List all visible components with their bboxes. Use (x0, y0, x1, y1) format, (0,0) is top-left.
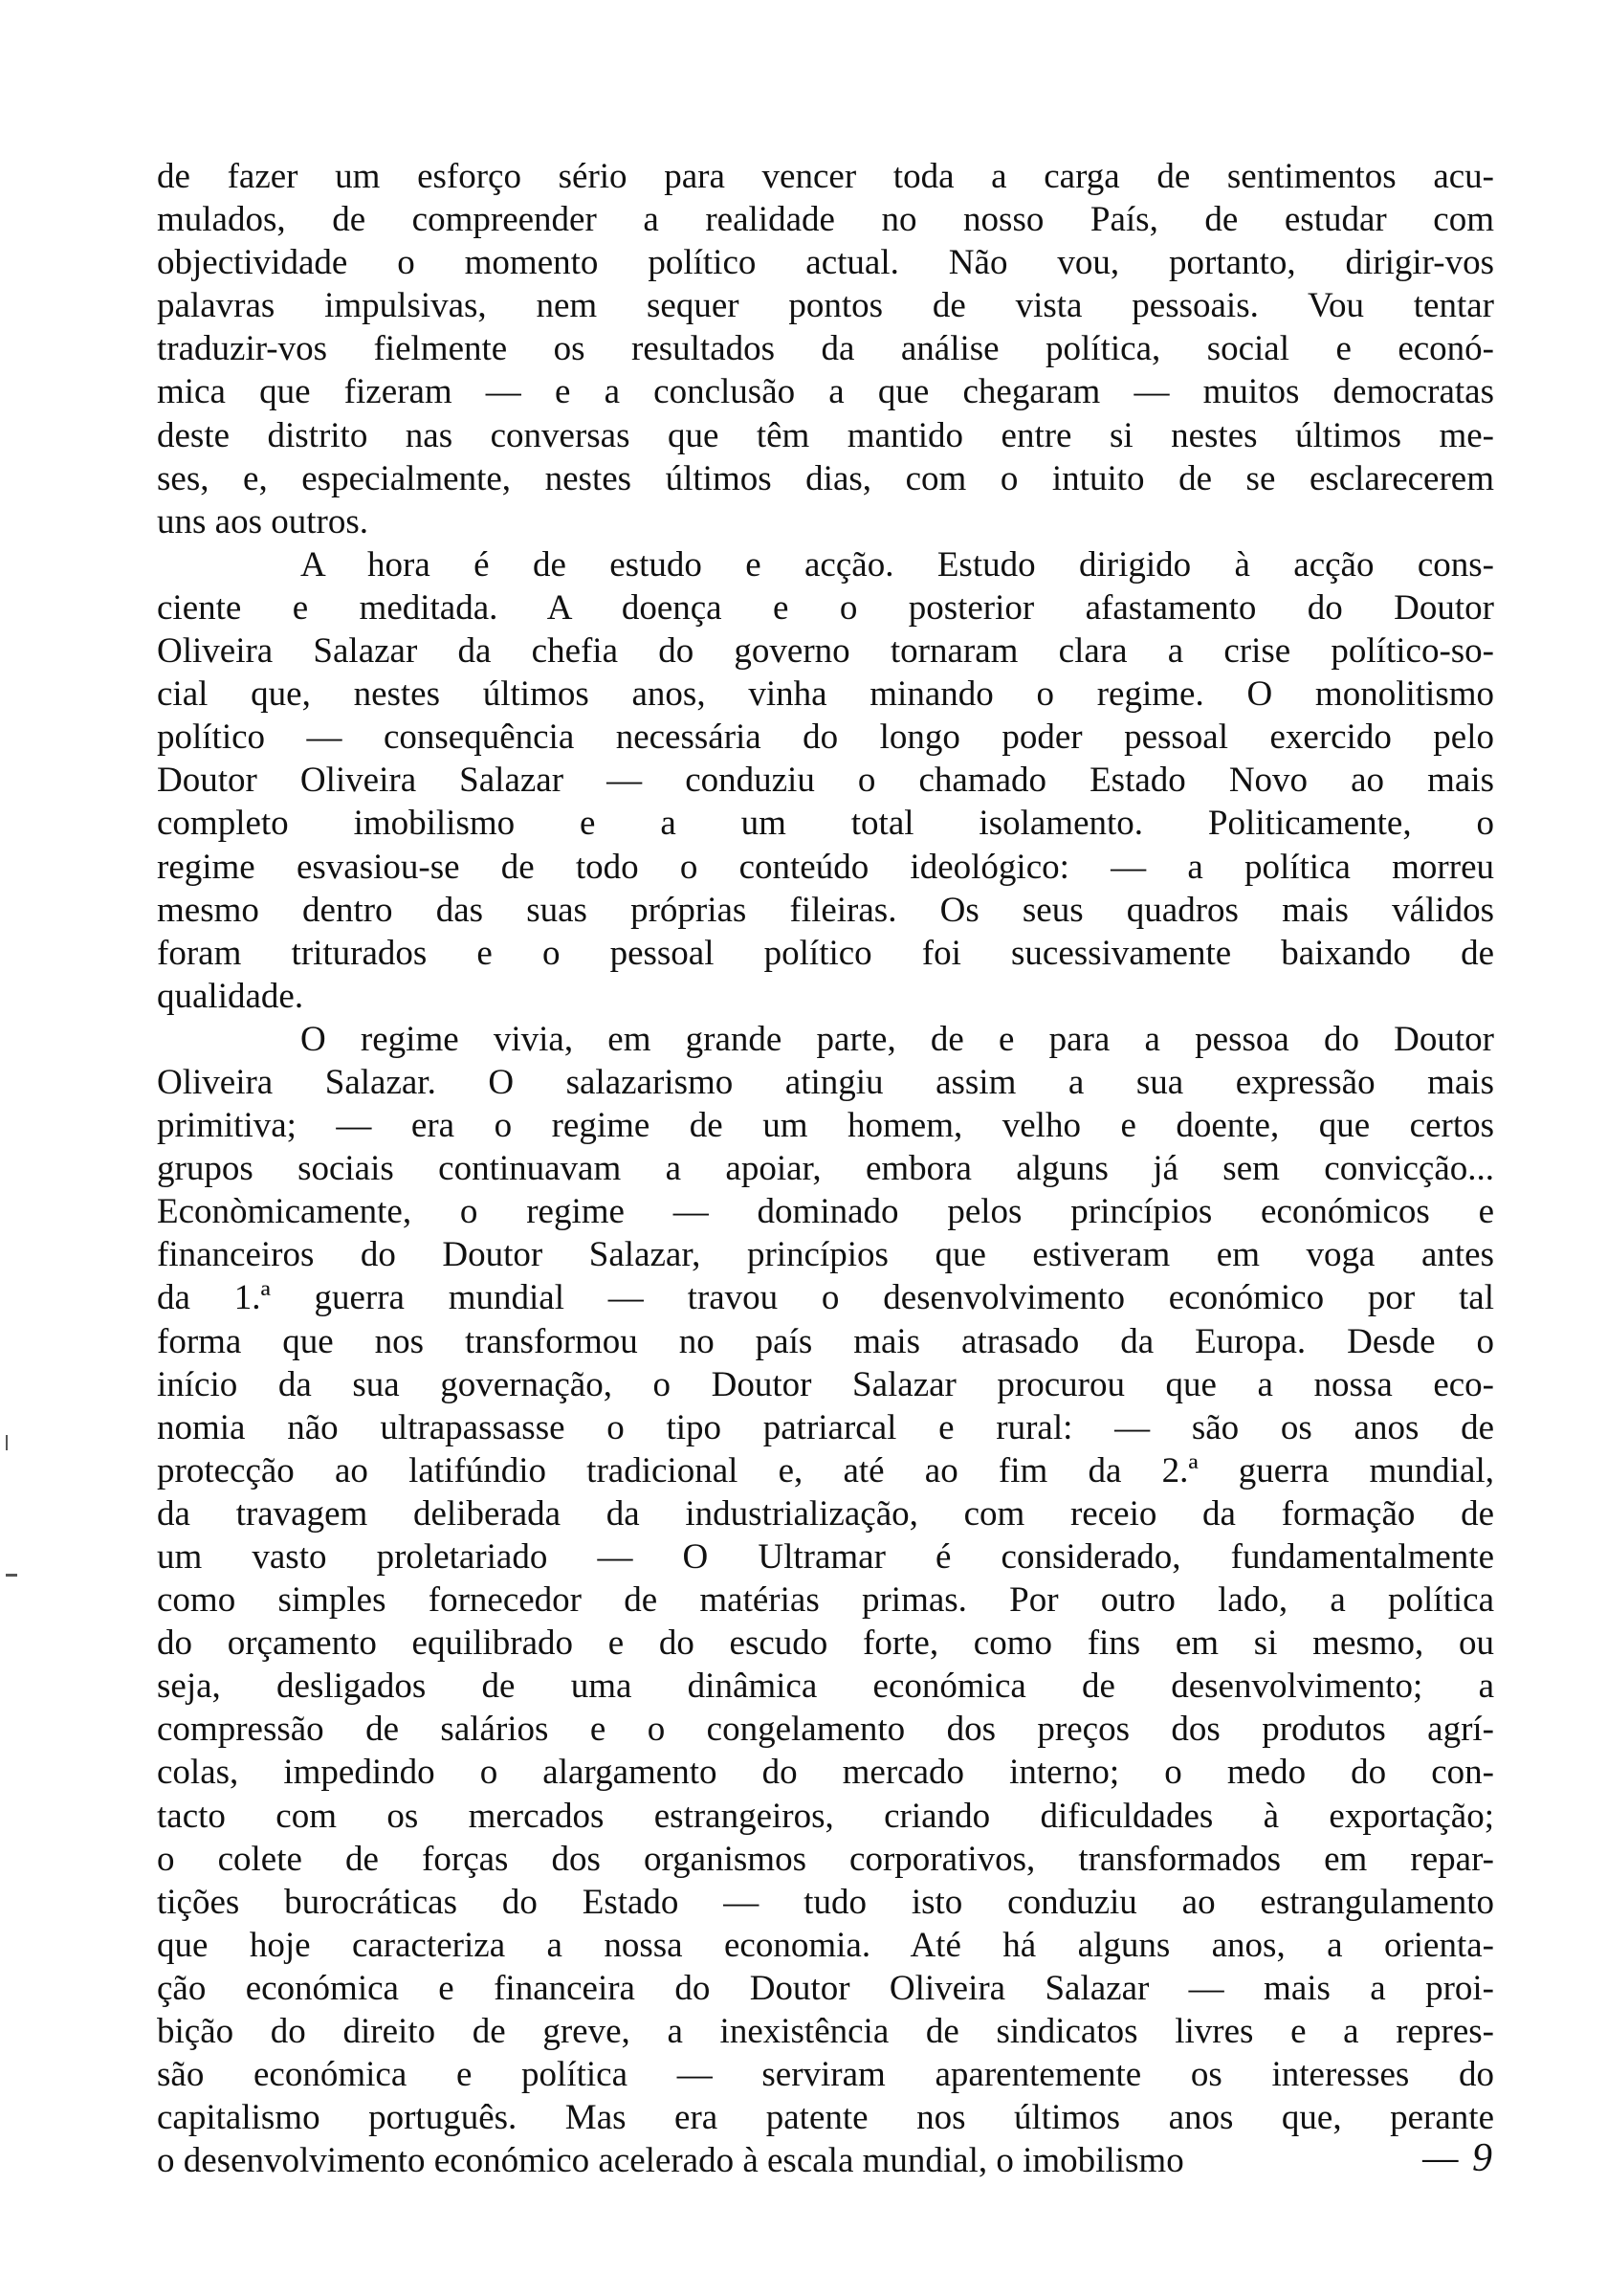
text-line: político — consequência necessária do longo poder pessoal exercido pelo (157, 718, 1494, 758)
text-line: ção económica e financeira do Doutor Oliveira Salazar — mais a proi- (157, 1968, 1494, 2008)
text-line: de fazer um esforço sério para vencer toda a carga de sentimentos acu- (157, 157, 1494, 196)
text-line: compressão de salários e o congelamento dos preços dos produtos agrí- (157, 1710, 1494, 1750)
text-line: são económica e política — serviram aparentemente os interesses do (157, 2055, 1494, 2095)
text-line: qualidade. (157, 976, 304, 1016)
text-line: mulados, de compreender a realidade no nosso País, de estudar com (157, 200, 1494, 240)
text-line: bição do direito de greve, a inexistência de sindicatos livres e a repres- (157, 2012, 1494, 2052)
text-line: colas, impedindo o alargamento do mercado interno; o medo do con- (157, 1753, 1494, 1793)
text-line: como simples fornecedor de matérias primas. Por outro lado, a política (157, 1580, 1494, 1621)
text-line: Doutor Oliveira Salazar — conduziu o chamado Estado Novo ao mais (157, 761, 1494, 801)
text-line: nomia não ultrapassasse o tipo patriarcal e rural: — são os anos de (157, 1407, 1494, 1447)
text-line: uns aos outros. (157, 501, 368, 541)
text-line: completo imobilismo e a um total isolamento. Politicamente, o (157, 804, 1494, 844)
text-line: o colete de forças dos organismos corporativos, transformados em repar- (157, 1839, 1494, 1879)
text-line: objectividade o momento político actual. Não vou, portanto, dirigir-vos (157, 243, 1494, 283)
text-line: A hora é de estudo e acção. Estudo dirigido à acção cons- (300, 544, 1494, 585)
text-line: Oliveira Salazar da chefia do governo tornaram clara a crise político-so- (157, 631, 1494, 672)
text-line: da travagem deliberada da industrialização, com receio da formação de (157, 1493, 1494, 1534)
text-line: traduzir-vos fielmente os resultados da análise política, social e econó- (157, 329, 1494, 369)
text-line: capitalismo português. Mas era patente nos últimos anos que, perante (157, 2098, 1494, 2138)
paragraph (157, 1018, 1494, 2183)
text-line: palavras impulsivas, nem sequer pontos de vista pessoais. Vou tentar (157, 286, 1494, 326)
text-line: mica que fizeram — e a conclusão a que chegaram — muitos democratas (157, 372, 1494, 412)
paragraph (157, 155, 1494, 543)
text-line: O regime vivia, em grande parte, de e para a pessoa do Doutor (300, 1019, 1494, 1059)
text-line: do orçamento equilibrado e do escudo forte, como fins em si mesmo, ou (157, 1623, 1494, 1664)
text-line: protecção ao latifúndio tradicional e, até ao fim da 2.ª guerra mundial, (157, 1450, 1494, 1490)
text-line: Oliveira Salazar. O salazarismo atingiu assim a sua expressão mais (157, 1062, 1494, 1102)
text-line: que hoje caracteriza a nossa economia. Até há alguns anos, a orienta- (157, 1925, 1494, 1965)
text-line: um vasto proletariado — O Ultramar é considerado, fundamentalmente (157, 1537, 1494, 1577)
text-line: seja, desligados de uma dinâmica económica de desenvolvimento; a (157, 1667, 1494, 1707)
page-number: — 9 (1422, 2136, 1494, 2180)
text-line: ses, e, especialmente, nestes últimos dias, com o intuito de se esclarecerem (157, 458, 1494, 498)
text-line: mesmo dentro das suas próprias fileiras. Os seus quadros mais válidos (157, 890, 1494, 930)
text-line: primitiva; — era o regime de um homem, velho e doente, que certos (157, 1106, 1494, 1146)
margin-mark (6, 1574, 17, 1577)
text-line: forma que nos transformou no país mais atrasado da Europa. Desde o (157, 1321, 1494, 1361)
text-line: tacto com os mercados estrangeiros, criando dificuldades à exportação; (157, 1796, 1494, 1836)
text-line: cial que, nestes últimos anos, vinha minando o regime. O monolitismo (157, 674, 1494, 715)
text-line: da 1.ª guerra mundial — travou o desenvolvimento económico por tal (157, 1278, 1494, 1318)
text-line: ciente e meditada. A doença e o posterior afastamento do Doutor (157, 587, 1494, 628)
text-line: regime esvasiou-se de todo o conteúdo ideológico: — a política morreu (157, 847, 1494, 887)
body-text (157, 155, 1494, 2182)
margin-mark (6, 1435, 8, 1450)
text-line: financeiros do Doutor Salazar, princípios que estiveram em voga antes (157, 1235, 1494, 1275)
text-line: início da sua governação, o Doutor Salazar procurou que a nossa eco- (157, 1364, 1494, 1404)
text-line: o desenvolvimento económico acelerado à escala mundial, o imobilismo (157, 2141, 1184, 2181)
paragraph (157, 543, 1494, 1018)
text-line: deste distrito nas conversas que têm mantido entre si nestes últimos me- (157, 415, 1494, 455)
text-line: tições burocráticas do Estado — tudo isto conduziu ao estrangulamento (157, 1882, 1494, 1922)
text-line: foram triturados e o pessoal político foi sucessivamente baixando de (157, 933, 1494, 973)
text-line: grupos sociais continuavam a apoiar, embora alguns já sem convicção... (157, 1149, 1494, 1189)
text-line: Econòmicamente, o regime — dominado pelos princípios económicos e (157, 1192, 1494, 1232)
